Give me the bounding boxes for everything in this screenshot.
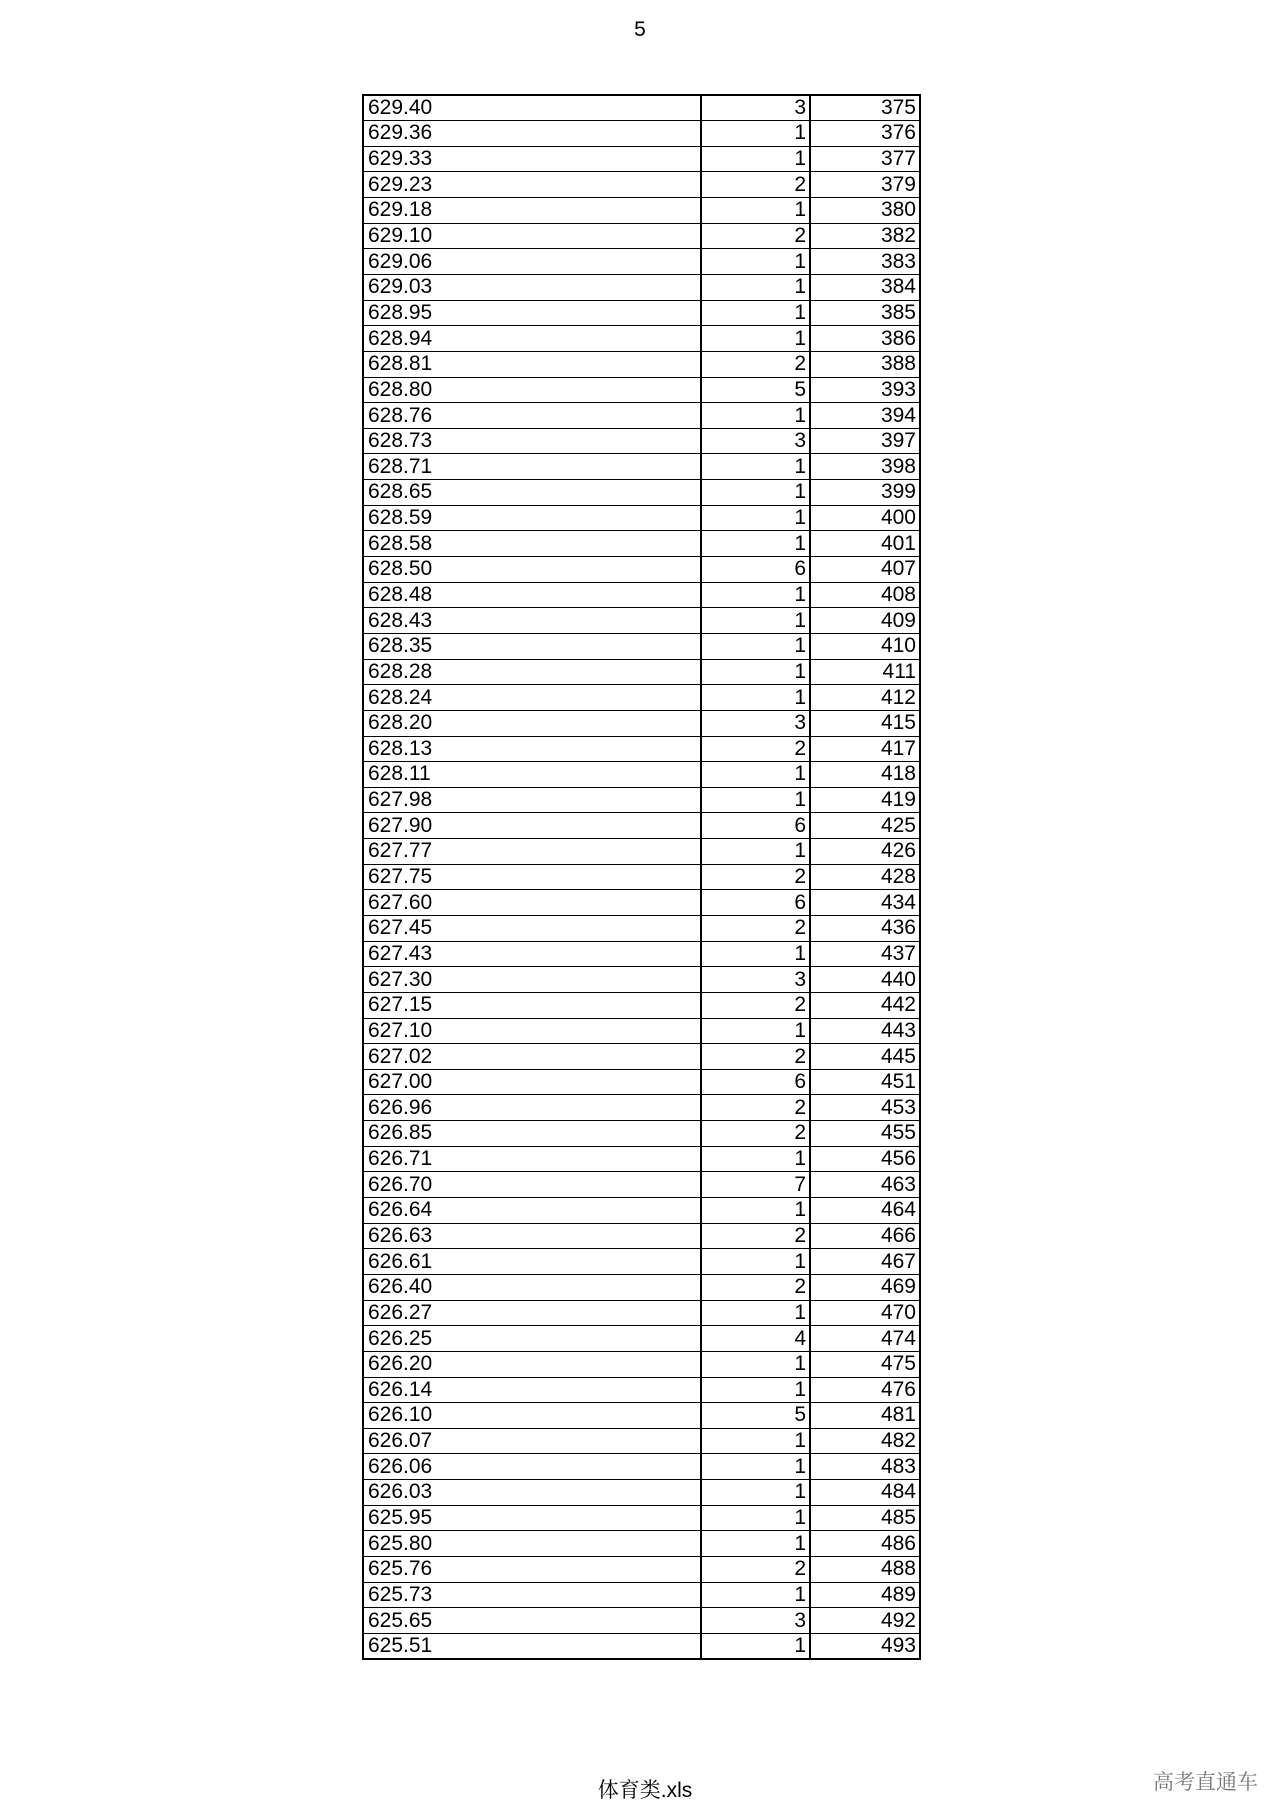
count-cell: 1 — [701, 1018, 810, 1044]
count-cell: 3 — [701, 1608, 810, 1634]
score-cell: 627.98 — [363, 787, 701, 813]
count-cell: 2 — [701, 172, 810, 198]
score-cell: 628.48 — [363, 582, 701, 608]
table-row — [363, 274, 920, 300]
count-cell: 1 — [701, 659, 810, 685]
table-row — [363, 505, 920, 531]
table-row — [363, 685, 920, 711]
count-cell: 2 — [701, 1121, 810, 1147]
score-cell: 629.33 — [363, 146, 701, 172]
count-cell: 1 — [701, 1428, 810, 1454]
score-cell: 627.43 — [363, 941, 701, 967]
score-cell: 626.40 — [363, 1274, 701, 1300]
cumulative-cell: 492 — [810, 1608, 920, 1634]
watermark-text: 高考直通车 — [1153, 1771, 1258, 1794]
cumulative-cell: 399 — [810, 480, 920, 506]
cumulative-cell: 380 — [810, 198, 920, 224]
cumulative-cell: 445 — [810, 1044, 920, 1070]
score-cell: 627.77 — [363, 839, 701, 865]
count-cell: 1 — [701, 762, 810, 788]
table-row — [363, 582, 920, 608]
score-cell: 625.76 — [363, 1557, 701, 1583]
cumulative-cell: 411 — [810, 659, 920, 685]
cumulative-cell: 386 — [810, 326, 920, 352]
count-cell: 1 — [701, 1146, 810, 1172]
score-cell: 629.06 — [363, 249, 701, 275]
score-cell: 627.45 — [363, 916, 701, 942]
count-cell: 1 — [701, 1454, 810, 1480]
table-row — [363, 403, 920, 429]
page-number: 5 — [634, 18, 646, 41]
score-cell: 628.13 — [363, 736, 701, 762]
score-cell: 626.71 — [363, 1146, 701, 1172]
score-cell: 626.61 — [363, 1249, 701, 1275]
table-row — [363, 864, 920, 890]
count-cell: 1 — [701, 121, 810, 147]
table-row — [363, 95, 920, 121]
count-cell: 1 — [701, 633, 810, 659]
cumulative-cell: 451 — [810, 1069, 920, 1095]
score-cell: 629.36 — [363, 121, 701, 147]
count-cell: 1 — [701, 1582, 810, 1608]
count-cell: 1 — [701, 1300, 810, 1326]
table-row — [363, 1095, 920, 1121]
score-cell: 629.18 — [363, 198, 701, 224]
table-row — [363, 1351, 920, 1377]
score-cell: 626.63 — [363, 1223, 701, 1249]
score-cell: 629.03 — [363, 274, 701, 300]
table-row — [363, 531, 920, 557]
table-row — [363, 659, 920, 685]
score-table — [362, 94, 921, 1660]
score-cell: 626.64 — [363, 1198, 701, 1224]
score-cell: 627.02 — [363, 1044, 701, 1070]
count-cell: 3 — [701, 967, 810, 993]
cumulative-cell: 470 — [810, 1300, 920, 1326]
score-cell: 628.73 — [363, 428, 701, 454]
table-row — [363, 967, 920, 993]
cumulative-cell: 493 — [810, 1633, 920, 1659]
score-cell: 628.81 — [363, 351, 701, 377]
count-cell: 1 — [701, 608, 810, 634]
score-cell: 628.35 — [363, 633, 701, 659]
count-cell: 1 — [701, 274, 810, 300]
score-cell: 626.03 — [363, 1480, 701, 1506]
cumulative-cell: 417 — [810, 736, 920, 762]
cumulative-cell: 440 — [810, 967, 920, 993]
count-cell: 1 — [701, 1377, 810, 1403]
table-row — [363, 1428, 920, 1454]
count-cell: 5 — [701, 377, 810, 403]
score-cell: 626.70 — [363, 1172, 701, 1198]
table-row — [363, 1249, 920, 1275]
count-cell: 1 — [701, 505, 810, 531]
cumulative-cell: 397 — [810, 428, 920, 454]
table-row — [363, 1582, 920, 1608]
count-cell: 1 — [701, 1505, 810, 1531]
cumulative-cell: 408 — [810, 582, 920, 608]
cumulative-cell: 466 — [810, 1223, 920, 1249]
cumulative-cell: 467 — [810, 1249, 920, 1275]
table-row — [363, 1044, 920, 1070]
score-cell: 628.43 — [363, 608, 701, 634]
table-row — [363, 1633, 920, 1659]
cumulative-cell: 463 — [810, 1172, 920, 1198]
cumulative-cell: 409 — [810, 608, 920, 634]
cumulative-cell: 398 — [810, 454, 920, 480]
count-cell: 3 — [701, 428, 810, 454]
count-cell: 1 — [701, 454, 810, 480]
count-cell: 2 — [701, 916, 810, 942]
count-cell: 6 — [701, 890, 810, 916]
table-row — [363, 1403, 920, 1429]
cumulative-cell: 400 — [810, 505, 920, 531]
count-cell: 1 — [701, 531, 810, 557]
table-row — [363, 1505, 920, 1531]
count-cell: 2 — [701, 1557, 810, 1583]
cumulative-cell: 379 — [810, 172, 920, 198]
score-cell: 628.65 — [363, 480, 701, 506]
cumulative-cell: 456 — [810, 1146, 920, 1172]
cumulative-cell: 464 — [810, 1198, 920, 1224]
table-row — [363, 1326, 920, 1352]
count-cell: 1 — [701, 480, 810, 506]
score-cell: 627.00 — [363, 1069, 701, 1095]
table-row — [363, 1121, 920, 1147]
cumulative-cell: 482 — [810, 1428, 920, 1454]
cumulative-cell: 485 — [810, 1505, 920, 1531]
score-cell: 626.20 — [363, 1351, 701, 1377]
count-cell: 3 — [701, 95, 810, 121]
cumulative-cell: 382 — [810, 223, 920, 249]
score-cell: 628.50 — [363, 557, 701, 583]
score-cell: 628.59 — [363, 505, 701, 531]
table-row — [363, 223, 920, 249]
cumulative-cell: 410 — [810, 633, 920, 659]
score-cell: 625.65 — [363, 1608, 701, 1634]
cumulative-cell: 476 — [810, 1377, 920, 1403]
score-cell: 628.28 — [363, 659, 701, 685]
table-row — [363, 839, 920, 865]
table-row — [363, 941, 920, 967]
cumulative-cell: 486 — [810, 1531, 920, 1557]
cumulative-cell: 436 — [810, 916, 920, 942]
count-cell: 1 — [701, 1351, 810, 1377]
score-cell: 629.10 — [363, 223, 701, 249]
cumulative-cell: 437 — [810, 941, 920, 967]
count-cell: 2 — [701, 351, 810, 377]
table-row — [363, 300, 920, 326]
count-cell: 2 — [701, 1095, 810, 1121]
count-cell: 2 — [701, 223, 810, 249]
score-cell: 625.80 — [363, 1531, 701, 1557]
table-row — [363, 1531, 920, 1557]
table-row — [363, 377, 920, 403]
score-cell: 626.27 — [363, 1300, 701, 1326]
cumulative-cell: 434 — [810, 890, 920, 916]
score-cell: 627.15 — [363, 992, 701, 1018]
cumulative-cell: 469 — [810, 1274, 920, 1300]
score-cell: 626.10 — [363, 1403, 701, 1429]
table-row — [363, 172, 920, 198]
table-row — [363, 1377, 920, 1403]
cumulative-cell: 415 — [810, 710, 920, 736]
score-cell: 629.23 — [363, 172, 701, 198]
table-row — [363, 633, 920, 659]
score-cell: 626.96 — [363, 1095, 701, 1121]
cumulative-cell: 426 — [810, 839, 920, 865]
table-row — [363, 146, 920, 172]
cumulative-cell: 388 — [810, 351, 920, 377]
score-cell: 628.94 — [363, 326, 701, 352]
table-row — [363, 428, 920, 454]
table-row — [363, 1069, 920, 1095]
count-cell: 1 — [701, 198, 810, 224]
table-row — [363, 1557, 920, 1583]
cumulative-cell: 401 — [810, 531, 920, 557]
score-cell: 626.06 — [363, 1454, 701, 1480]
table-row — [363, 480, 920, 506]
count-cell: 1 — [701, 1198, 810, 1224]
cumulative-cell: 481 — [810, 1403, 920, 1429]
count-cell: 4 — [701, 1326, 810, 1352]
cumulative-cell: 418 — [810, 762, 920, 788]
table-row — [363, 608, 920, 634]
table-row — [363, 1480, 920, 1506]
score-cell: 626.14 — [363, 1377, 701, 1403]
cumulative-cell: 419 — [810, 787, 920, 813]
score-cell: 628.76 — [363, 403, 701, 429]
cumulative-cell: 412 — [810, 685, 920, 711]
cumulative-cell: 442 — [810, 992, 920, 1018]
count-cell: 5 — [701, 1403, 810, 1429]
table-row — [363, 1146, 920, 1172]
count-cell: 1 — [701, 403, 810, 429]
table-row — [363, 916, 920, 942]
count-cell: 2 — [701, 992, 810, 1018]
table-row — [363, 813, 920, 839]
table-row — [363, 1223, 920, 1249]
score-cell: 629.40 — [363, 95, 701, 121]
table-row — [363, 890, 920, 916]
score-cell: 628.24 — [363, 685, 701, 711]
score-cell: 628.58 — [363, 531, 701, 557]
count-cell: 1 — [701, 941, 810, 967]
footer-filename: 体育类.xls — [597, 1779, 693, 1802]
score-cell: 627.30 — [363, 967, 701, 993]
score-cell: 625.73 — [363, 1582, 701, 1608]
count-cell: 1 — [701, 1633, 810, 1659]
cumulative-cell: 484 — [810, 1480, 920, 1506]
score-cell: 625.95 — [363, 1505, 701, 1531]
table-row — [363, 351, 920, 377]
count-cell: 1 — [701, 249, 810, 275]
cumulative-cell: 443 — [810, 1018, 920, 1044]
score-cell: 628.20 — [363, 710, 701, 736]
cumulative-cell: 483 — [810, 1454, 920, 1480]
cumulative-cell: 385 — [810, 300, 920, 326]
score-cell: 628.11 — [363, 762, 701, 788]
cumulative-cell: 453 — [810, 1095, 920, 1121]
cumulative-cell: 377 — [810, 146, 920, 172]
cumulative-cell: 393 — [810, 377, 920, 403]
cumulative-cell: 394 — [810, 403, 920, 429]
count-cell: 6 — [701, 813, 810, 839]
count-cell: 3 — [701, 710, 810, 736]
cumulative-cell: 488 — [810, 1557, 920, 1583]
count-cell: 1 — [701, 1531, 810, 1557]
table-row — [363, 710, 920, 736]
table-row — [363, 326, 920, 352]
table-row — [363, 1198, 920, 1224]
cumulative-cell: 474 — [810, 1326, 920, 1352]
cumulative-cell: 475 — [810, 1351, 920, 1377]
score-cell: 628.95 — [363, 300, 701, 326]
count-cell: 2 — [701, 864, 810, 890]
score-cell: 627.60 — [363, 890, 701, 916]
table-row — [363, 762, 920, 788]
count-cell: 2 — [701, 1274, 810, 1300]
cumulative-cell: 383 — [810, 249, 920, 275]
count-cell: 1 — [701, 1480, 810, 1506]
count-cell: 6 — [701, 557, 810, 583]
count-cell: 1 — [701, 787, 810, 813]
score-cell: 627.90 — [363, 813, 701, 839]
score-cell: 626.85 — [363, 1121, 701, 1147]
cumulative-cell: 428 — [810, 864, 920, 890]
count-cell: 1 — [701, 685, 810, 711]
table-row — [363, 198, 920, 224]
table-row — [363, 1018, 920, 1044]
table-row — [363, 736, 920, 762]
cumulative-cell: 425 — [810, 813, 920, 839]
count-cell: 1 — [701, 1249, 810, 1275]
count-cell: 1 — [701, 582, 810, 608]
table-row — [363, 121, 920, 147]
table-row — [363, 454, 920, 480]
count-cell: 6 — [701, 1069, 810, 1095]
table-row — [363, 557, 920, 583]
count-cell: 1 — [701, 839, 810, 865]
cumulative-cell: 489 — [810, 1582, 920, 1608]
table-row — [363, 1454, 920, 1480]
count-cell: 2 — [701, 1044, 810, 1070]
score-cell: 627.10 — [363, 1018, 701, 1044]
count-cell: 2 — [701, 736, 810, 762]
score-cell: 626.25 — [363, 1326, 701, 1352]
table-row — [363, 787, 920, 813]
table-row — [363, 1274, 920, 1300]
cumulative-cell: 407 — [810, 557, 920, 583]
table-row — [363, 1608, 920, 1634]
count-cell: 1 — [701, 146, 810, 172]
score-cell: 628.71 — [363, 454, 701, 480]
table-row — [363, 1172, 920, 1198]
count-cell: 2 — [701, 1223, 810, 1249]
cumulative-cell: 376 — [810, 121, 920, 147]
count-cell: 7 — [701, 1172, 810, 1198]
cumulative-cell: 375 — [810, 95, 920, 121]
count-cell: 1 — [701, 300, 810, 326]
table-row — [363, 1300, 920, 1326]
cumulative-cell: 384 — [810, 274, 920, 300]
score-cell: 628.80 — [363, 377, 701, 403]
cumulative-cell: 455 — [810, 1121, 920, 1147]
table-row — [363, 249, 920, 275]
score-cell: 627.75 — [363, 864, 701, 890]
table-body — [363, 95, 920, 1659]
score-cell: 626.07 — [363, 1428, 701, 1454]
score-cell: 625.51 — [363, 1633, 701, 1659]
count-cell: 1 — [701, 326, 810, 352]
table-row — [363, 992, 920, 1018]
